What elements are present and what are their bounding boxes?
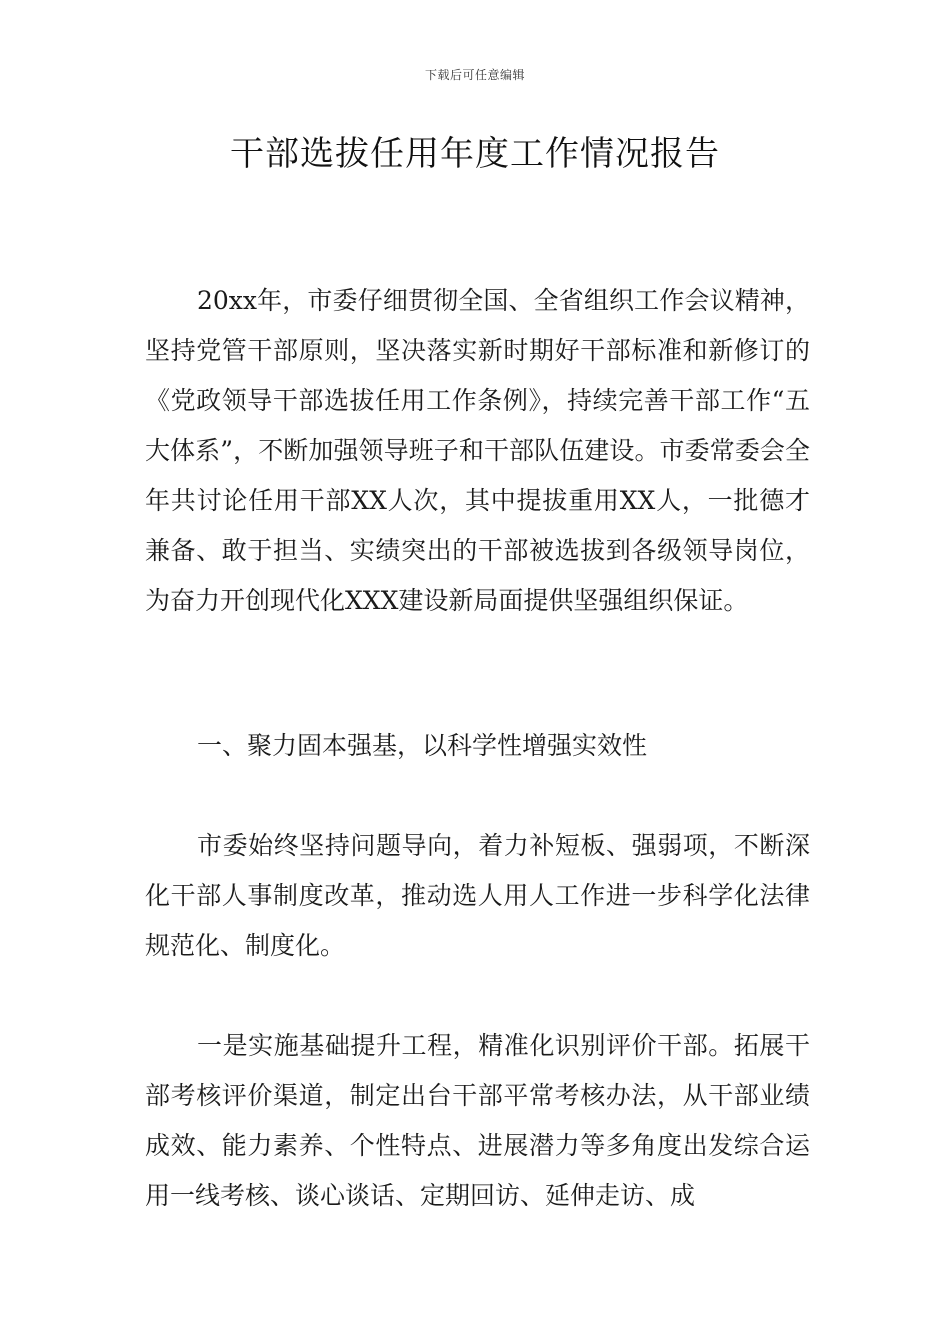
header-note: 下载后可任意编辑 bbox=[424, 68, 525, 82]
section-point-paragraph: 一是实施基础提升工程，精准化识别评价干部。拓展干部考核评价渠道，制定出台干部平常考核办法，从干部业绩成效、能力素养、个性特点、进展潜力等多角度出发综合运用一线考核、谈心谈话、定期回访、延伸走访、成 bbox=[145, 1031, 810, 1210]
document-title: 干部选拔任用年度工作情况报告 bbox=[230, 134, 720, 174]
section-body-paragraph: 市委始终坚持问题导向，着力补短板、强弱项，不断深化干部人事制度改革，推动选人用人工作进一步科学化法律规范化、制度化。 bbox=[145, 831, 810, 960]
intro-paragraph: 20xx年，市委仔细贯彻全国、全省组织工作会议精神，坚持党管干部原则，坚决落实新时期好干部标准和新修订的《党政领导干部选拔任用工作条例》，持续完善干部工作“五大体系”，不断加强领导班子和干部队伍建设。市委常委会全年共讨论任用干部XX人次，其中提拔重用XX人，一批德才兼备、敢于担当、实绩突出的干部被选拔到各级领导岗位，为奋力开创现代化XXX建设新局面提供坚强组织保证。 bbox=[145, 286, 810, 615]
section-heading: 一、聚力固本强基，以科学性增强实效性 bbox=[197, 731, 648, 760]
